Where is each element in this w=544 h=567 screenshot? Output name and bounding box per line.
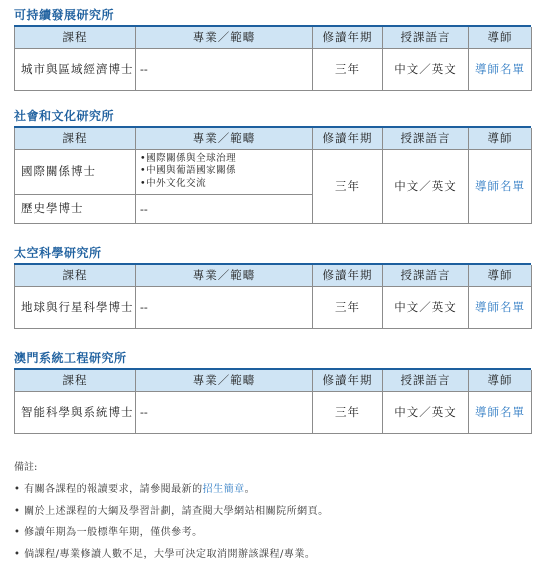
header-duration: 修讀年期: [313, 370, 383, 391]
table-row: [15, 391, 532, 433]
course-name: 智能科學與系統博士: [15, 391, 136, 433]
note-item: • 倘課程/專業修讀人數不足，大學可決定取消開辦該課程/專業。: [14, 548, 316, 560]
note-item: • 修讀年期為一般標準年期，僅供參考。: [14, 527, 203, 538]
program-table: [14, 128, 532, 224]
duration-cell: 三年: [313, 391, 383, 433]
section-systems-engineering: [14, 351, 531, 434]
major-item: •國際關係與全球治理: [140, 152, 237, 164]
supervisor-list-link[interactable]: 導師名單: [469, 48, 532, 90]
section-title: 社會和文化研究所: [14, 109, 115, 123]
header-course: 課程: [15, 27, 136, 48]
major-cell: --: [136, 48, 313, 90]
program-table: [14, 370, 532, 434]
header-course: 課程: [15, 370, 136, 391]
duration-cell: 三年: [313, 48, 383, 90]
note-text: • 有關各課程的報讀要求，請參閱最新的: [14, 484, 203, 495]
section-title: 太空科學研究所: [14, 246, 102, 260]
section-title: 可持續發展研究所: [14, 8, 115, 22]
header-course: 課程: [15, 128, 136, 149]
header-language: 授課語言: [383, 265, 469, 286]
section-social-cultural: [14, 109, 531, 224]
supervisor-list-link[interactable]: 導師名單: [469, 286, 532, 328]
note-item: • 關於上述課程的大綱及學習計劃，請查閱大學網站相關院所網頁。: [14, 505, 329, 517]
section-space-science: [14, 246, 531, 329]
course-name: 地球與行星科學博士: [15, 286, 136, 328]
supervisor-list-link[interactable]: 導師名單: [469, 149, 532, 223]
language-cell: 中文／英文: [383, 48, 469, 90]
major-cell: --: [136, 194, 313, 223]
program-table: [14, 27, 532, 91]
duration-cell: 三年: [313, 149, 383, 223]
header-duration: 修讀年期: [313, 265, 383, 286]
major-cell: --: [136, 391, 313, 433]
major-cell: --: [136, 286, 313, 328]
section-sustainable-development: [14, 8, 531, 91]
course-name: 城市與區域經濟博士: [15, 48, 136, 90]
table-row: [15, 286, 532, 328]
supervisor-list-link[interactable]: 導師名單: [469, 391, 532, 433]
program-table: [14, 265, 532, 329]
header-supervisor: 導師: [469, 27, 532, 48]
header-major: 專業／範疇: [136, 370, 313, 391]
header-major: 專業／範疇: [136, 27, 313, 48]
section-title: 澳門系統工程研究所: [14, 351, 127, 365]
language-cell: 中文／英文: [383, 391, 469, 433]
header-language: 授課語言: [383, 27, 469, 48]
header-duration: 修讀年期: [313, 128, 383, 149]
header-major: 專業／範疇: [136, 265, 313, 286]
header-supervisor: 導師: [469, 128, 532, 149]
header-supervisor: 導師: [469, 265, 532, 286]
header-language: 授課語言: [383, 128, 469, 149]
major-item: •中國與葡語國家關係: [140, 165, 237, 177]
header-major: 專業／範疇: [136, 128, 313, 149]
table-header-row: [15, 128, 532, 149]
admission-brochure-link[interactable]: 招生簡章: [202, 484, 245, 495]
notes-section: [14, 461, 534, 567]
language-cell: 中文／英文: [383, 286, 469, 328]
table-row: [15, 48, 532, 90]
table-header-row: [15, 27, 532, 48]
note-text: 。: [244, 484, 256, 495]
note-item: [14, 483, 534, 497]
notes-heading: 備註:: [14, 462, 38, 473]
table-row: [15, 149, 532, 194]
header-duration: 修讀年期: [313, 27, 383, 48]
header-language: 授課語言: [383, 370, 469, 391]
major-list-cell: [136, 149, 313, 194]
course-name: 國際關係博士: [15, 149, 136, 194]
language-cell: 中文／英文: [383, 149, 469, 223]
table-header-row: [15, 265, 532, 286]
duration-cell: 三年: [313, 286, 383, 328]
table-header-row: [15, 370, 532, 391]
course-name: 歷史學博士: [15, 194, 136, 223]
major-item: •中外文化交流: [140, 177, 207, 189]
header-supervisor: 導師: [469, 370, 532, 391]
header-course: 課程: [15, 265, 136, 286]
